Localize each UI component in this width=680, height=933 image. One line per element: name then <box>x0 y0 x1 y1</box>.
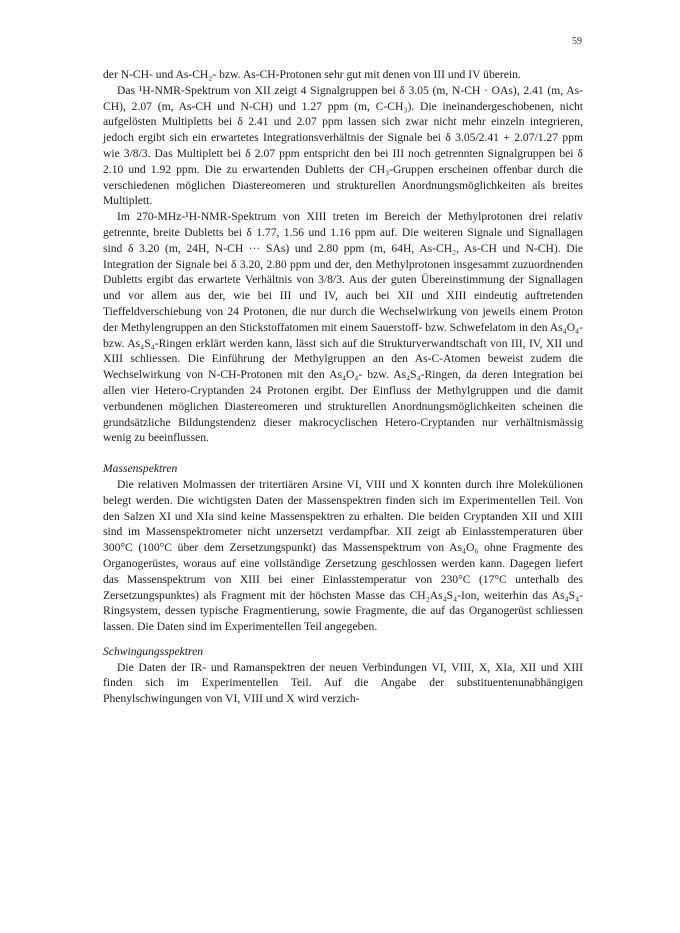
paragraph-schwingungsspektren: Die Daten der IR- und Ramanspektren der neuen Verbindungen VI, VIII, X, XIa, XII und XIII finden sich im Experimentellen Teil. Auf die Angabe der substituentenunabhängigen Phenylschwingungen von VI, VIII und X wird verzich- <box>103 660 583 706</box>
paragraph-nmr-xii: Das ¹H-NMR-Spektrum von XII zeigt 4 Signalgruppen bei δ 3.05 (m, N-CH · OAs), 2.41 (m, As-CH), 2.07 (m, As-CH und N-CH) und 1.27 ppm (m, C-CH₃). Die ineinandergeschobenen, nicht aufgelösten Multipletts bei δ 2.41 und 2.07 ppm lassen sich zwar nicht mehr einzeln integrieren, jedoch ergibt sich ein erwartetes Integrationsverhältnis der Signale bei δ 3.05/2.41 + 2.07/1.27 ppm wie 3/8/3. Das Multiplett bei δ 2.07 ppm entspricht den bei III noch getrennten Signalgruppen bei δ 2.10 und 1.92 ppm. Die zu erwartenden Dubletts der CH₃-Gruppen erscheinen offenbar durch die verschiedenen möglichen Diastereomeren und strukturellen Anordnungsmöglichkeiten als breites Multiplett. <box>103 83 583 208</box>
paragraph-nmr-xiii: Im 270-MHz-¹H-NMR-Spektrum von XIII treten im Bereich der Methylprotonen drei relativ getrennte, breite Dubletts bei δ 1.77, 1.56 und 1.16 ppm auf. Die weiteren Signale und Signallagen sind δ 3.20 (m, 24H, N-CH ··· SAs) und 2.80 ppm (m, 64H, As-CH₂, As-CH und N-CH). Die Integration der Signale bei δ 3.20, 2.80 ppm und der, den Methylprotonen insgesammt zuzuordnenden Dubletts ergibt das erwartete Verhältnis von 3/8/3. Aus der guten Übereinstimmung der Signallagen und vor allem aus der, wie bei III und IV, auch bei XII und XIII eindeutig auftretenden Tieffeldverschiebung von 24 Protonen, die nur durch die Wechselwirkung von jeweils einem Proton der Methylengruppen an den Stickstoffatomen mit einem Sauerstoff- bzw. Schwefelatom in den As₄O₄- bzw. As₄S₄-Ringen erklärt werden kann, lässt sich auf die Strukturverwandtschaft von III, IV, XII und XIII schliessen. Die Einführung der Methylgruppen an den As-C-Atomen beweist zudem die Wechselwirkung von N-CH-Protonen mit den As₄O₄- bzw. As₄S₄-Ringen, da deren Integration bei allen vier Hetero-Cryptanden 24 Protonen ergibt. Der Einfluss der Methylgruppen und die damit verbundenen möglichen Diastereomeren und strukturellen Anordnungsmöglichkeiten scheinen die grundsätzliche Bildungstendenz dieser makrocyclischen Hetero-Cryptanden nur verhältnismässig wenig zu beeinflussen. <box>103 210 583 445</box>
section-heading-schwingungsspektren: Schwingungsspektren <box>103 644 204 658</box>
paragraph-massenspektren: Die relativen Molmassen der tritertiären Arsine VI, VIII und X konnten durch ihre Molekülionen belegt werden. Die wichtigsten Daten der Massenspektren finden sich im Experimentellen Teil. Von den Salzen XI und XIa sind keine Massenspektren zu erhalten. Die beiden Cryptanden XII und XIII sind im Massenspektrometer nicht unzersetzt verdampfbar. XII zeigt ab Einlasstemperaturen über 300°C (100°C über dem Zersetzungspunkt) das Massenspektrum von As₄O₆ ohne Fragmente des Organogerüstes, woraus auf eine vollständige Zersetzung geschlossen werden kann. Dagegen liefert das Massenspektrum von XIII bei einer Einlasstemperatur von 230°C (17°C unterhalb des Zersetzungspunktes) als Fragment mit der höchsten Masse das CH₂As₄S₄-Ion, weiterhin das As₄S₄-Ringsystem, dessen typische Fragmentierung, sowie Fragmente, die auf das Organogerüst schliessen lassen. Die Daten sind im Experimentellen Teil angegeben. <box>103 477 583 634</box>
paragraph-nmr-continuation: der N-CH- und As-CH₂- bzw. As-CH-Protonen sehr gut mit denen von III und IV überein. <box>103 68 521 81</box>
page-number: 59 <box>572 36 582 47</box>
section-heading-massenspektren: Massenspektren <box>103 462 178 476</box>
body-text <box>103 67 583 707</box>
